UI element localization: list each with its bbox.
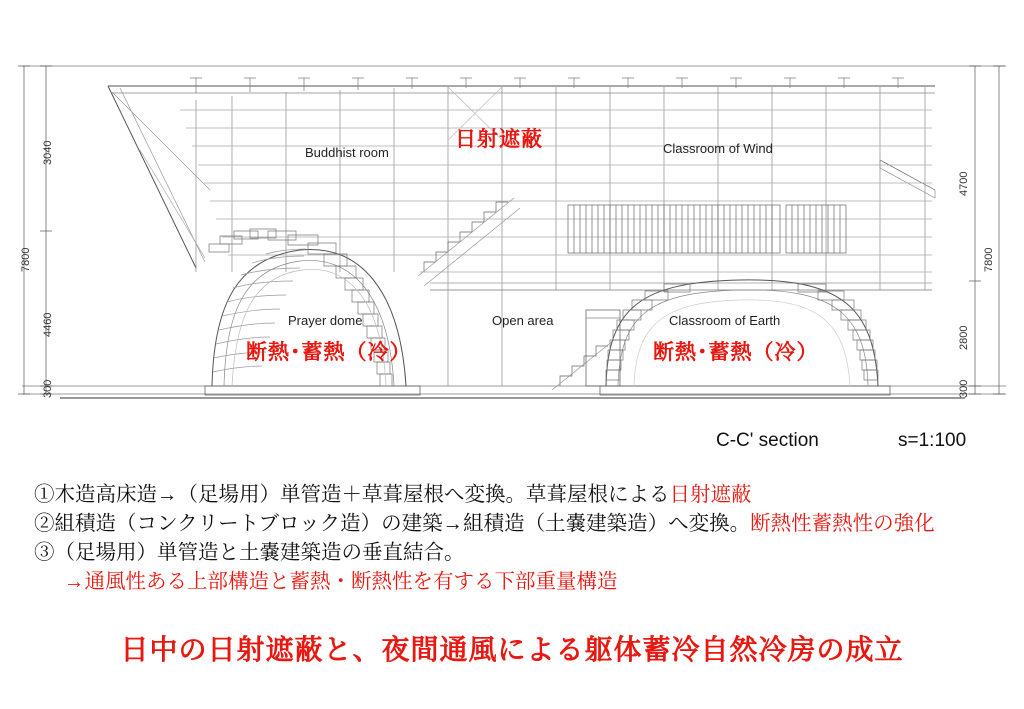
- room-label-classroom-of-earth: Classroom of Earth: [669, 313, 781, 328]
- dimension-left-3040: 3040: [42, 140, 54, 165]
- dimension-left-7800: 7800: [20, 247, 32, 272]
- note-item-1: [34, 480, 994, 509]
- note-item-1-text: ①木造高床造→（足場用）単管造＋草葺屋根へ変換。草葺屋根による: [34, 483, 670, 506]
- annotation-insulation-left: 断熱･蓄熱（冷）: [246, 341, 412, 364]
- dimension-right-300: 300: [958, 379, 970, 398]
- room-label-prayer-dome: Prayer dome: [288, 313, 363, 328]
- section-title: C-C' section: [716, 430, 819, 451]
- note-item-2: [34, 509, 994, 538]
- dimension-right-7800: 7800: [983, 247, 995, 272]
- dimension-right-4700: 4700: [958, 171, 970, 196]
- note-item-1-highlight: 日射遮蔽: [669, 483, 752, 506]
- note-item-4-arrow: →: [64, 570, 85, 594]
- annotation-insulation-right: 断熱･蓄熱（冷）: [653, 341, 819, 364]
- conclusion-statement: 日中の日射遮蔽と、夜間通風による躯体蓄冷自然冷房の成立: [120, 634, 904, 665]
- notes-list: [34, 480, 994, 596]
- note-item-2-highlight: 断熱性蓄熱性の強化: [750, 512, 935, 536]
- note-item-4: [34, 567, 994, 596]
- dimension-right-2800: 2800: [958, 325, 970, 350]
- section-scale: s=1:100: [898, 430, 967, 451]
- room-label-buddhist-room: Buddhist room: [305, 145, 389, 160]
- room-label-open-area: Open area: [492, 313, 554, 328]
- note-item-2-text: ②組積造（コンクリートブロック造）の建築→組積造（土嚢建築造）へ変換。: [34, 512, 751, 536]
- note-item-3: [34, 538, 994, 567]
- room-label-classroom-of-wind: Classroom of Wind: [663, 141, 773, 156]
- note-item-3-text: ③（足場用）単管造と土嚢建築造の垂直結合。: [34, 541, 465, 565]
- annotation-solar-shading: 日射遮蔽: [455, 128, 543, 151]
- dimension-left-4460: 4460: [42, 312, 54, 337]
- dimension-left-300: 300: [42, 379, 54, 398]
- note-item-4-highlight: 通風性ある上部構造と蓄熱・断熱性を有する下部重量構造: [84, 570, 618, 594]
